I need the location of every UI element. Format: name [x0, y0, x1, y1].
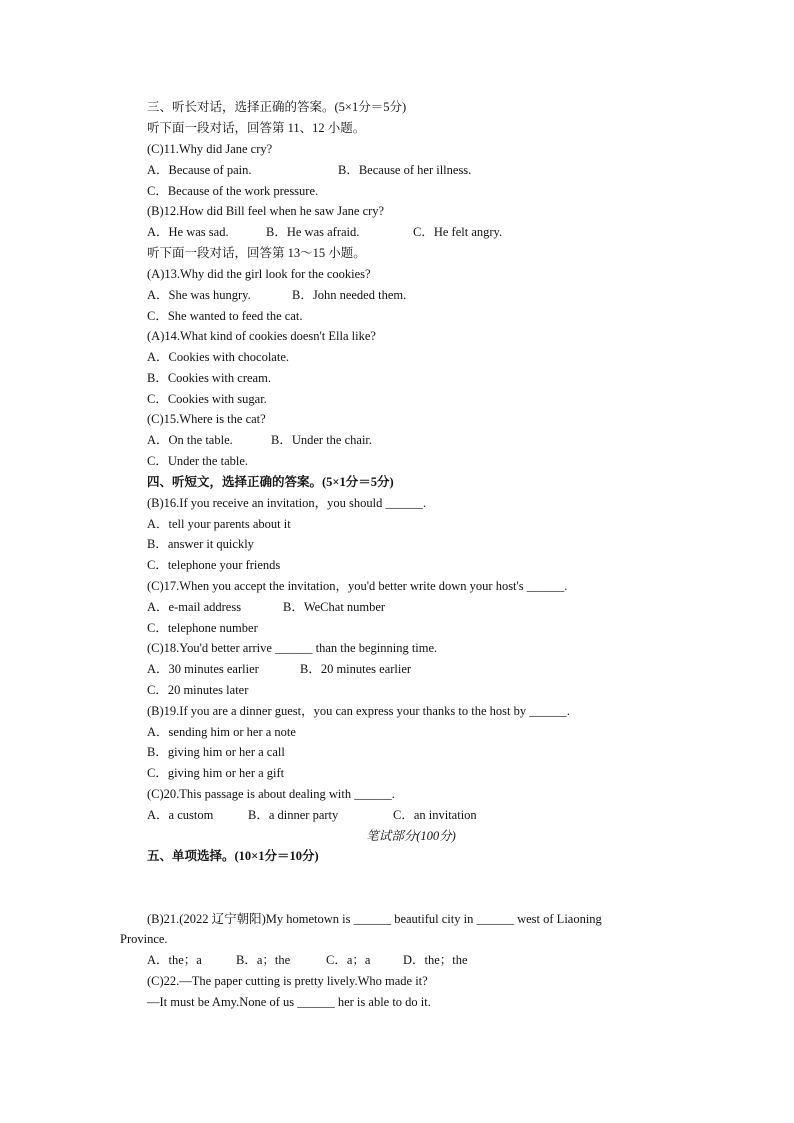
option-c: C．20 minutes later: [147, 683, 249, 697]
question-stem-continued: Province.: [120, 932, 168, 946]
question-stem: (C)22.—The paper cutting is pretty lively.Who made it?: [147, 974, 428, 988]
option-b: B．a；the: [236, 953, 291, 967]
option-b: B．Because of her illness.: [338, 163, 472, 177]
option-b: B．WeChat number: [283, 600, 386, 614]
option-a: A．a custom: [147, 808, 214, 822]
option-c: C．Cookies with sugar.: [147, 392, 267, 406]
question-stem: (C)17.When you accept the invitation，you'd better write down your host's ______.: [147, 579, 568, 593]
option-b: B．Cookies with cream.: [147, 371, 271, 385]
option-c: C．a；a: [326, 953, 371, 967]
option-a: A．She was hungry.: [147, 288, 251, 302]
option-b: B．He was afraid.: [266, 225, 360, 239]
section-header: 三、听长对话，选择正确的答案。(5×1分＝5分): [147, 100, 407, 114]
option-a: A．tell your parents about it: [147, 517, 291, 531]
section-header: 四、听短文，选择正确的答案。(5×1分＝5分): [147, 475, 394, 489]
option-a: A．He was sad.: [147, 225, 229, 239]
question-stem: (A)13.Why did the girl look for the cookies?: [147, 267, 371, 281]
option-b: B．Under the chair.: [271, 433, 373, 447]
option-a: A．e-mail address: [147, 600, 242, 614]
question-stem: (B)12.How did Bill feel when he saw Jane cry?: [147, 204, 385, 218]
option-b: B．John needed them.: [292, 288, 407, 302]
option-a: A．sending him or her a note: [147, 725, 296, 739]
question-stem: (A)14.What kind of cookies doesn't Ella like?: [147, 329, 376, 343]
section-header: 五、单项选择。(10×1分＝10分): [147, 849, 319, 863]
question-stem: (C)18.You'd better arrive ______ than the beginning time.: [147, 641, 438, 655]
question-stem: (C)11.Why did Jane cry?: [147, 142, 273, 156]
option-c: C．telephone your friends: [147, 558, 281, 572]
option-a: A．Cookies with chocolate.: [147, 350, 289, 364]
option-b: B．answer it quickly: [147, 537, 254, 551]
option-c: C．an invitation: [393, 808, 477, 822]
option-a: A．30 minutes earlier: [147, 662, 259, 676]
dialogue-intro: 听下面一段对话，回答第 13～15 小题。: [147, 246, 366, 260]
written-part-heading: 笔试部分(100分): [366, 829, 456, 843]
option-c: C．He felt angry.: [413, 225, 503, 239]
question-stem: (B)19.If you are a dinner guest，you can express your thanks to the host by ______.: [147, 704, 570, 718]
option-a: A．On the table.: [147, 433, 233, 447]
option-c: C．Under the table.: [147, 454, 249, 468]
option-c: C．She wanted to feed the cat.: [147, 309, 303, 323]
question-stem: (B)16.If you receive an invitation，you should ______.: [147, 496, 427, 510]
option-a: A．Because of pain.: [147, 163, 252, 177]
question-stem: (C)15.Where is the cat?: [147, 412, 266, 426]
option-b: B．giving him or her a call: [147, 745, 285, 759]
option-c: C．giving him or her a gift: [147, 766, 285, 780]
option-c: C．Because of the work pressure.: [147, 184, 319, 198]
option-b: B．a dinner party: [248, 808, 339, 822]
option-a: A．the；a: [147, 953, 202, 967]
option-d: D．the；the: [403, 953, 468, 967]
question-stem: (C)20.This passage is about dealing with ______.: [147, 787, 395, 801]
dialogue-intro: 听下面一段对话，回答第 11、12 小题。: [147, 121, 366, 135]
question-dialogue-line: —It must be Amy.None of us ______ her is able to do it.: [147, 995, 431, 1009]
option-c: C．telephone number: [147, 621, 258, 635]
question-stem: (B)21.(2022 辽宁朝阳)My hometown is ______ beautiful city in ______ west of Liaoning: [147, 912, 602, 926]
option-b: B．20 minutes earlier: [300, 662, 412, 676]
